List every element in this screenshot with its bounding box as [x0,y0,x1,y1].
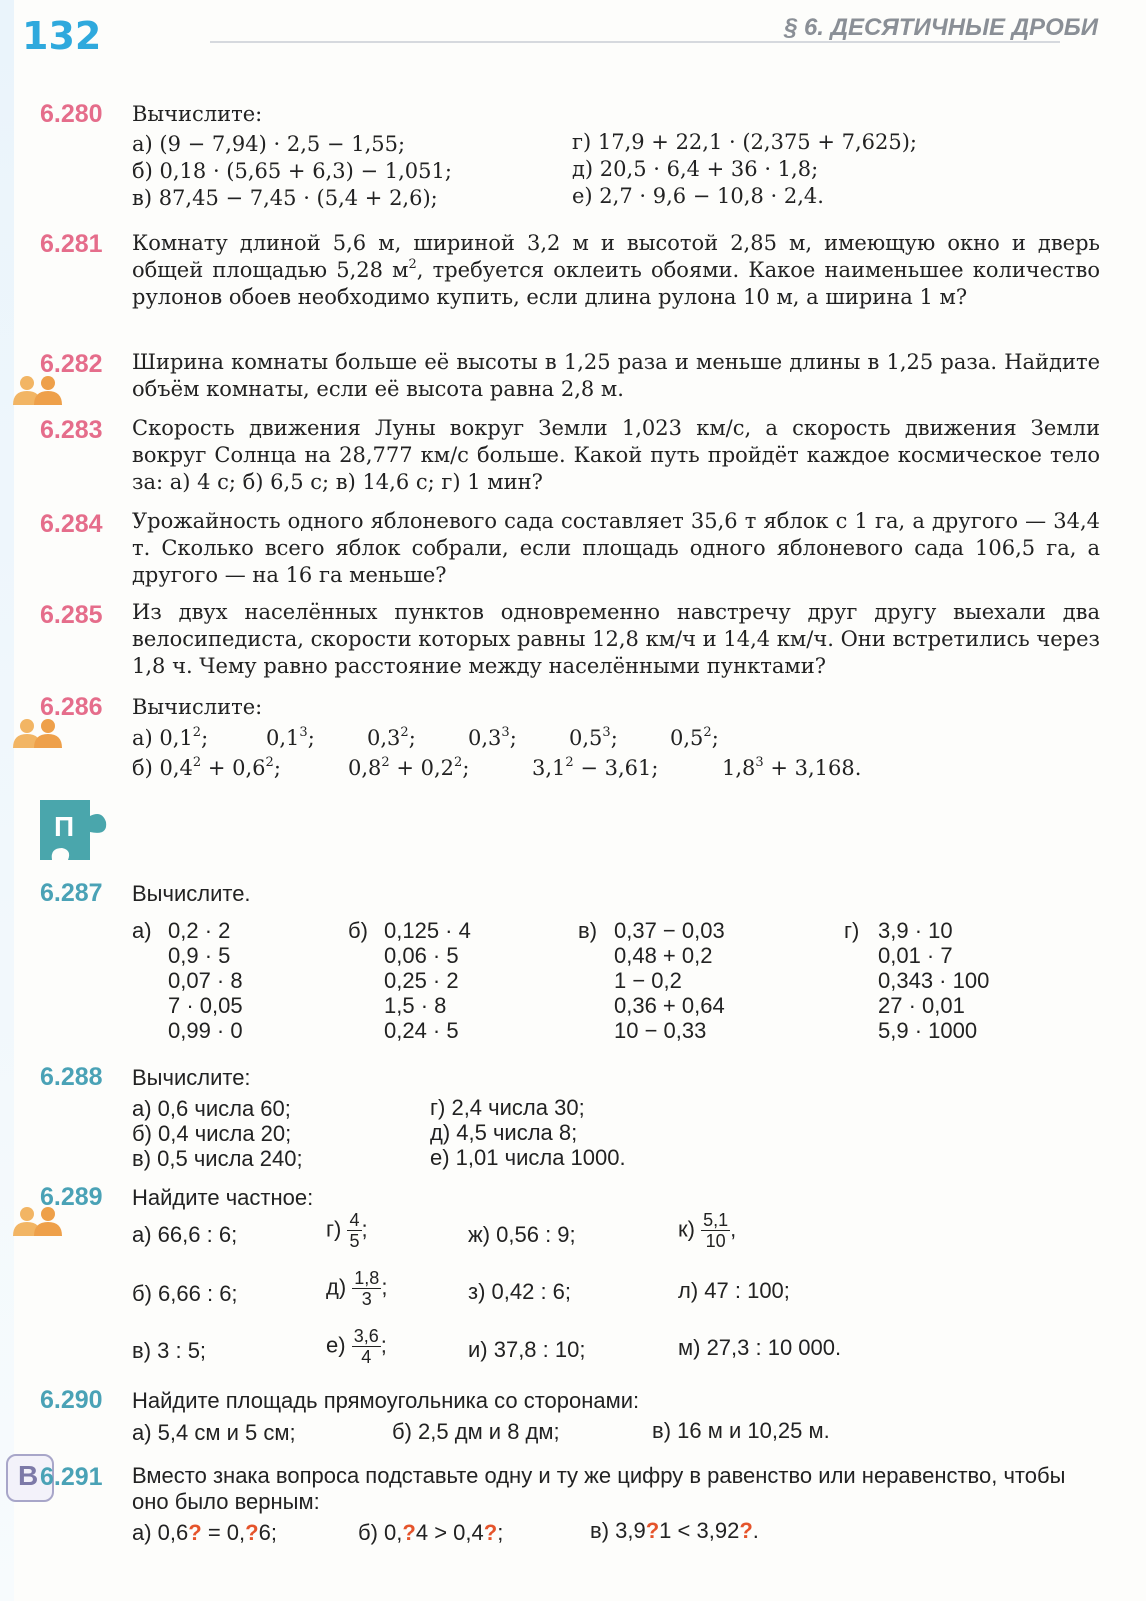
exercise-item: в) 3,9?1 < 3,92?. [590,1518,759,1543]
pair-work-icon [10,375,64,405]
problem-intro: Вычислите: [132,1065,251,1090]
exercise-item: б) $0,4^2 + 0,6^2$; [132,755,281,780]
fraction: $\frac{4}{5}$ [349,1210,360,1251]
exercise-item: в) 0,5 числа 240; [132,1146,303,1171]
problem-text: Ширина комнаты больше её высоты в 1,25 раза и меньше длины в 1,25 раза. Найдите объём комнаты, если её высота равна 2,8 м. [132,350,1100,401]
exercise-column: 3,9 · 10 0,01 · 7 0,343 · 100 27 · 0,01 5,9 · 1000 [878,918,990,1043]
exercise-column: 0,125 · 4 0,06 · 5 0,25 · 2 1,5 · 8 0,24 · 5 [384,918,471,1043]
problem-intro: Вычислите: [132,102,263,126]
exercise-column: 0,2 · 2 0,9 · 5 0,07 · 8 7 · 0,05 0,99 · 0 [168,918,243,1043]
exercise-item: г) 2,4 числа 30; [430,1095,585,1120]
fraction: $\frac{3,6}{4}$ [353,1326,379,1367]
problem-number: 6.284 [40,510,103,538]
column-label: г) [844,918,860,943]
pair-work-icon [10,718,64,748]
fraction: $\frac{5,1}{10}$ [703,1210,729,1251]
column-label: в) [578,918,598,943]
problem-text: Вместо знака вопроса подставьте одну и ту же цифру в равенство или неравенство, чтобы оно было верным: [132,1463,1066,1514]
exercise-item: $0,8^2 + 0,2^2$; [348,755,470,780]
problem-intro: Найдите частное: [132,1185,314,1210]
exercise-item: $1,8^3 + 3,168$. [722,755,862,780]
problem-text: Комнату длиной 5,6 м, шириной 3,2 м и высотой 2,85 м, имеющую окно и дверь общей площадью 5,28 $м^2$, требуется оклеить обоями. Какое наименьшее количество рулонов обоев необходимо купить, если длина рулона 10 м, а ширина 1 м? [132,231,1100,309]
exercise-item: к) $\frac{5,1}{10}$ , [678,1210,737,1251]
exercise-item: а) $0,1^2$; [132,725,209,750]
exercise-item: ж) 0,56 : 9; [468,1222,576,1247]
exercise-item: $0,5^2$; [670,725,719,750]
problem-number: 6.288 [40,1063,103,1091]
exercise-item: а) (9 − 7,94) · 2,5 − 1,55; [132,132,406,156]
exercise-item: в) 87,45 − 7,45 · (5,4 + 2,6); [132,186,438,210]
exercise-item: м) 27,3 : 10 000. [678,1335,842,1360]
problem-number: 6.291 [40,1463,103,1491]
exercise-item: а) 5,4 см и 5 см; [132,1420,296,1445]
exercise-item: д) 4,5 числа 8; [430,1120,578,1145]
problem-number: 6.283 [40,416,103,444]
problem-number: 6.287 [40,879,103,907]
exercise-item: $0,3^2$; [367,725,416,750]
exercise-item: $3,1^2 - 3,61$; [532,755,659,780]
problem-intro: Вычислите. [132,881,251,906]
exercise-item: в) 3 : 5; [132,1338,207,1363]
exercise-item: и) 37,8 : 10; [468,1337,586,1362]
fraction: $\frac{1,8}{3}$ [354,1268,380,1309]
section-title: § 6. ДЕСЯТИЧНЫЕ ДРОБИ [783,14,1098,41]
exercise-item: е) $\frac{3,6}{4}$ ; [326,1326,387,1367]
problem-number: 6.282 [40,350,103,378]
exercise-item: $0,1^3$; [266,725,315,750]
exercise-item: $0,5^3$; [569,725,618,750]
problem-text: Из двух населённых пунктов одновременно навстречу друг другу выехали два велосипедиста, скорости которых равны 12,8 км/ч и 14,4 км/ч. Они встретились через 1,8 ч. Чему равно расстояние между населёнными пунктами? [132,600,1100,678]
page-number: 132 [22,14,102,58]
exercise-item: а) 0,6? = 0,?6; [132,1520,277,1545]
column-label: а) [132,918,152,943]
exercise-item: а) 0,6 числа 60; [132,1096,291,1121]
problem-text: Урожайность одного яблоневого сада составляет 35,6 т яблок с 1 га, а другого — 34,4 т. Сколько всего яблок собрали, если площадь одного яблоневого сада 106,5 га, а другого — на 16 га меньше? [132,509,1100,587]
problem-number: 6.280 [40,100,103,128]
exercise-item: б) 0,?4 > 0,4?; [358,1520,504,1545]
problem-number: 6.281 [40,230,103,258]
exercise-item: л) 47 : 100; [678,1278,790,1303]
problem-number: 6.286 [40,693,103,721]
exercise-item: з) 0,42 : 6; [468,1279,572,1304]
problem-intro: Найдите площадь прямоугольника со сторонами: [132,1388,640,1413]
exercise-item: д) $\frac{1,8}{3}$ ; [326,1268,388,1309]
exercise-item: г) $\frac{4}{5}$ ; [326,1210,368,1251]
problem-number: 6.289 [40,1183,103,1211]
exercise-item: в) 16 м и 10,25 м. [652,1418,830,1443]
problem-number: 6.285 [40,601,103,629]
problem-text: Скорость движения Луны вокруг Земли 1,023 км/с, а скорость движения Земли вокруг Солнца на 28,777 км/с больше. Какой путь пройдёт каждое космическое тело за: а) 4 с; б) 6,5 с; в) 14,6 с; г) 1 мин? [132,416,1100,494]
svg-text:П: П [54,811,75,842]
column-label: б) [348,918,368,943]
exercise-item: б) 0,4 числа 20; [132,1121,292,1146]
exercise-item: б) 0,18 · (5,65 + 6,3) − 1,051; [132,159,452,183]
page-margin-strip [0,0,14,1601]
problem-number: 6.290 [40,1386,103,1414]
exercise-item: д) 20,5 · 6,4 + 36 · 1,8; [572,157,819,181]
puzzle-icon [38,796,112,864]
problem-intro: Вычислите: [132,695,263,719]
exercise-item: е) 1,01 числа 1000. [430,1145,626,1170]
exercise-item: г) 17,9 + 22,1 · (2,375 + 7,625); [572,130,918,154]
exercise-item: б) 2,5 дм и 8 дм; [392,1419,560,1444]
exercise-column: 0,37 − 0,03 0,48 + 0,2 1 − 0,2 0,36 + 0,64 10 − 0,33 [614,918,725,1043]
difficulty-badge: В [6,1454,54,1502]
exercise-item: а) 66,6 : 6; [132,1222,238,1247]
exercise-item: $0,3^3$; [468,725,517,750]
exercise-item: б) 6,66 : 6; [132,1281,238,1306]
exercise-item: е) 2,7 · 9,6 − 10,8 · 2,4. [572,184,824,208]
